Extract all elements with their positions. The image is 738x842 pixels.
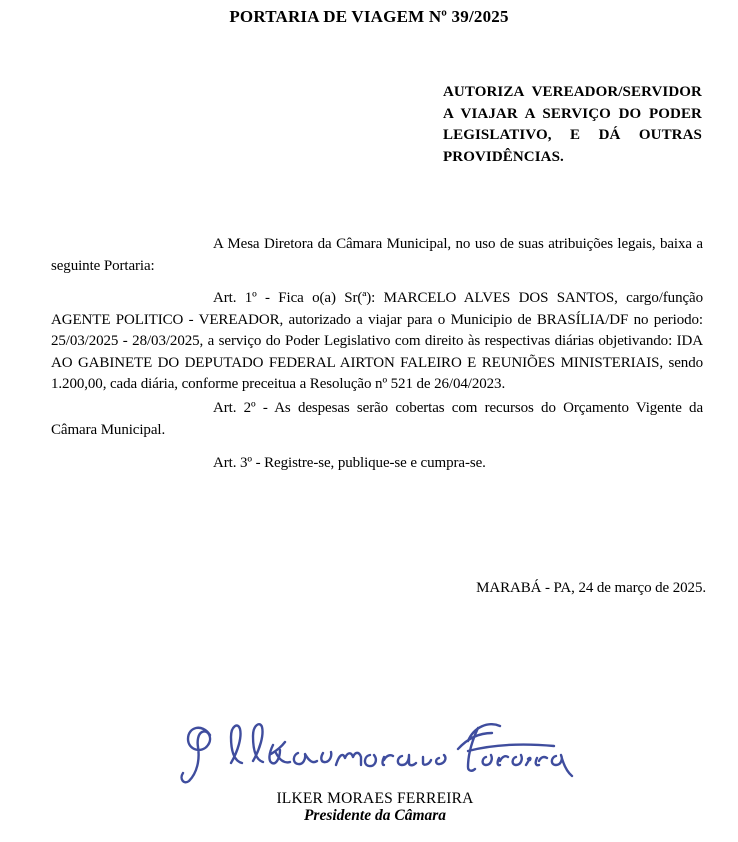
article-1-paragraph: Art. 1º - Fica o(a) Sr(ª): MARCELO ALVES DOS SANTOS, cargo/função AGENTE POLITICO - VEREADOR, autorizado a viajar para o Municipio de BRASÍLIA/DF no periodo: 25/03/2025 - 28/03/2025, a serviço do Poder Legislativo com direito às respectivas diárias objetivando: IDA AO GABINETE DO DEPUTADO FEDERAL AIRTON FALEIRO E REUNIÕES MINISTERIAIS, sendo 1.200,00, cada diária, conforme preceitua a Resolução nº 521 de 26/04/2023. [51, 290, 703, 392]
place-and-date-line: MARABÁ - PA, 24 de março de 2025. [476, 580, 706, 596]
handwritten-signature [176, 713, 576, 793]
preamble-paragraph: A Mesa Diretora da Câmara Municipal, no uso de suas atribuições legais, baixa a seguinte Portaria: [51, 236, 703, 274]
signature-ink [182, 724, 572, 782]
article-3-paragraph: Art. 3º - Registre-se, publique-se e cumpra-se. [213, 455, 486, 471]
epigraph-summary: AUTORIZA VEREADOR/SERVIDOR A VIAJAR A SERVIÇO DO PODER LEGISLATIVO, E DÁ OUTRAS PROVIDÊNCIAS. [443, 84, 702, 165]
article-2-paragraph: Art. 2º - As despesas serão cobertas com recursos do Orçamento Vigente da Câmara Municipal. [51, 400, 703, 438]
signatory-role: Presidente da Câmara [303, 807, 447, 824]
document-title: PORTARIA DE VIAGEM Nº 39/2025 [229, 7, 509, 26]
signatory-name: ILKER MORAES FERREIRA [276, 790, 474, 807]
